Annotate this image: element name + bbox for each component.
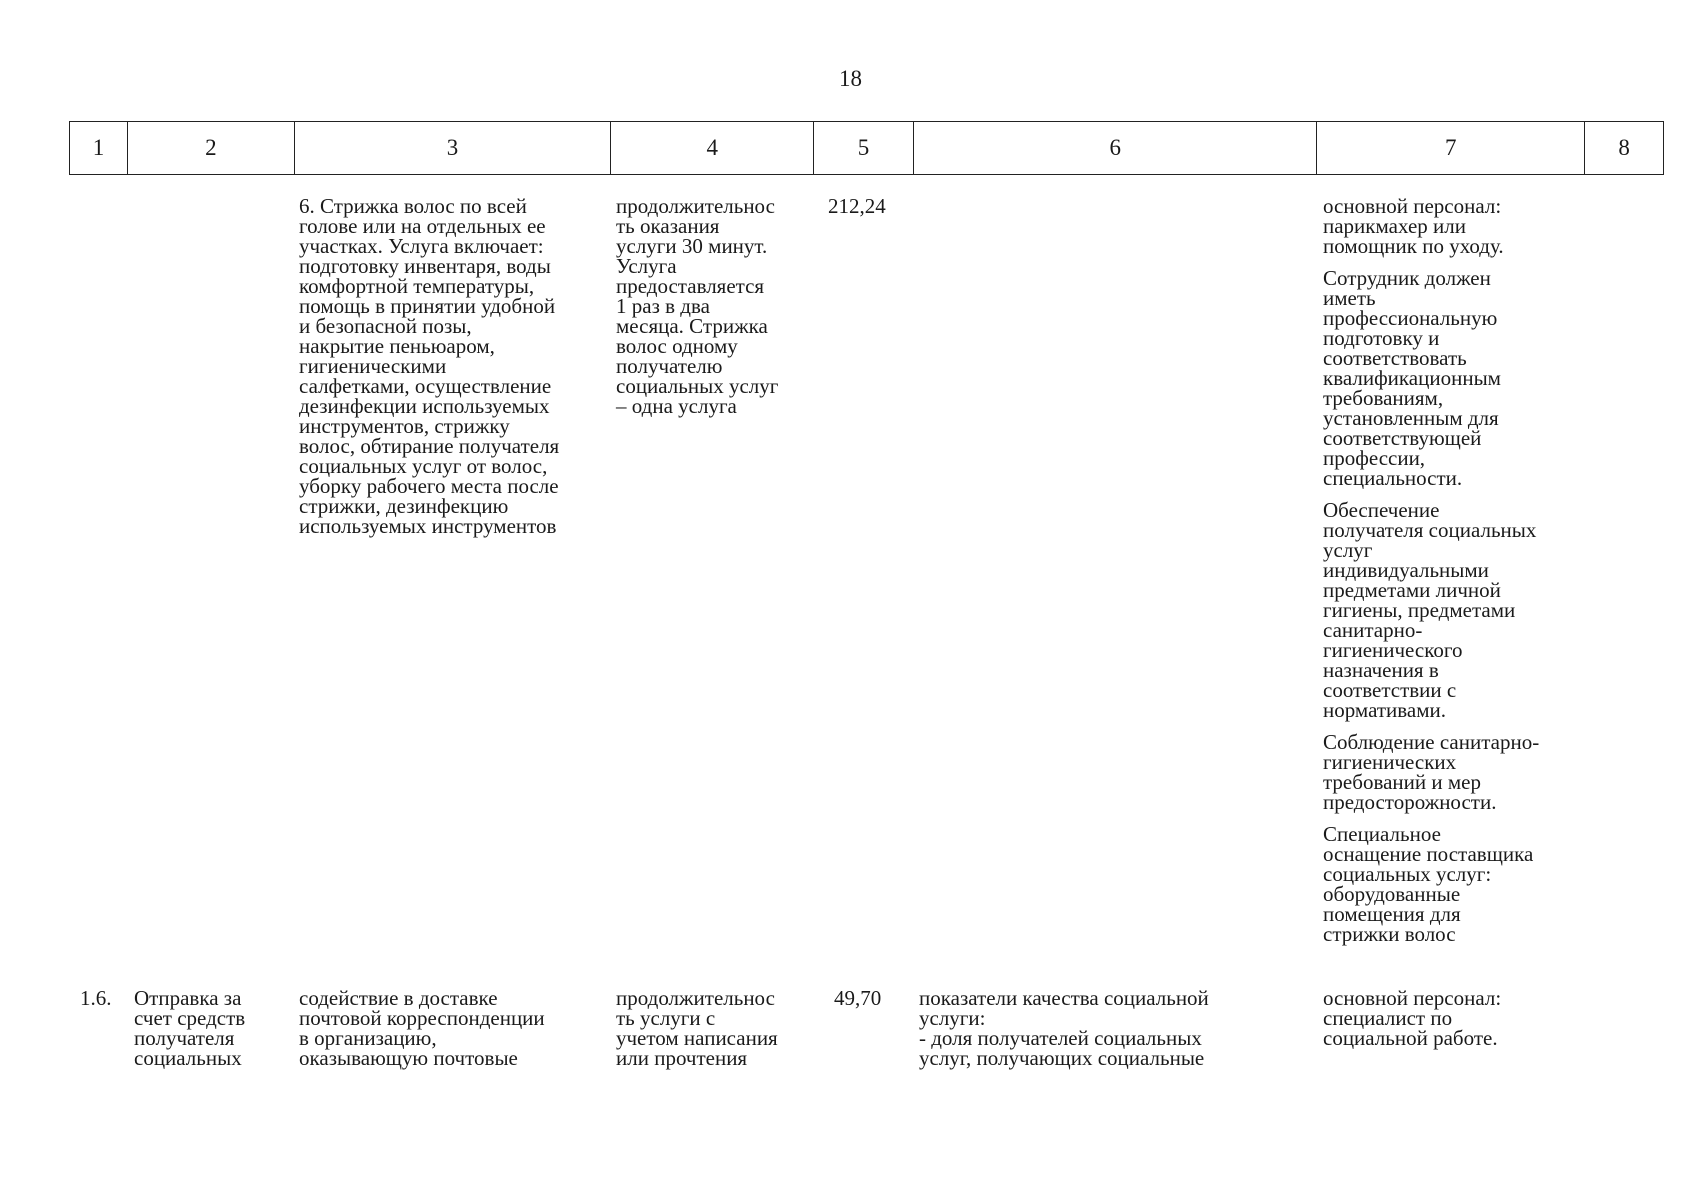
row1-col5-price: 212,24	[828, 194, 886, 218]
row2-col5-price: 49,70	[834, 986, 882, 1010]
header-col-5: 5	[814, 122, 914, 174]
row1-col7-para-5: Специальное оснащение поставщика социальных услуг: оборудованные помещения для стрижки волос	[1323, 822, 1534, 946]
header-col-1: 1	[70, 122, 128, 174]
row2-col7-requirements: основной персонал: специалист по социальной работе.	[1323, 986, 1502, 1050]
row2-col6-quality: показатели качества социальной услуги: - доля получателей социальных услуг, получающих социальные	[919, 986, 1209, 1070]
row2-col4-duration: продолжительнос ть услуги с учетом написания или прочтения	[616, 986, 778, 1070]
row1-col7-requirements	[1323, 196, 1593, 956]
header-col-6: 6	[914, 122, 1318, 174]
header-col-8: 8	[1618, 135, 1630, 160]
table-header-row	[69, 121, 1664, 175]
row1-col7-para-3: Обеспечение получателя социальных услуг индивидуальными предметами личной гигиены, предметами санитарно- гигиенического назначения в соответствии с нормативами.	[1323, 498, 1537, 722]
header-col-3: 3	[295, 122, 612, 174]
header-col-2: 2	[128, 122, 295, 174]
header-col-7: 7	[1317, 122, 1585, 174]
header-col-4: 4	[611, 122, 814, 174]
row1-col3-description: 6. Стрижка волос по всей голове или на отдельных ее участках. Услуга включает: подготовку инвентаря, воды комфортной температуры, помощь в принятии удобной и безопасной позы, накрытие пеньюаром, гигиеническими салфетками, осуществление дезинфекции используемых инструментов, стрижку волос, обтирание получателя социальных услуг от волос, уборку рабочего места после стрижки, дезинфекцию используемых инструментов	[299, 194, 560, 538]
row1-col7-para-4: Соблюдение санитарно- гигиенических требований и мер предосторожности.	[1323, 730, 1540, 814]
row2-col3-description: содействие в доставке почтовой корреспонденции в организацию, оказывающую почтовые	[299, 986, 545, 1070]
row1-col7-para-1: основной персонал: парикмахер или помощник по уходу.	[1323, 194, 1504, 258]
row1-col4-duration: продолжительнос ть оказания услуги 30 минут. Услуга предоставляется 1 раз в два месяца. Стрижка волос одному получателю социальных услуг – одна услуга	[616, 194, 779, 418]
row1-col7-para-2: Сотрудник должен иметь профессиональную подготовку и соответствовать квалификационным требованиям, установленным для соответствующей профессии, специальности.	[1323, 266, 1501, 490]
row2-col2-name: Отправка за счет средств получателя социальных	[134, 986, 246, 1070]
row2-col1-number: 1.6.	[80, 986, 112, 1010]
page-number: 18	[839, 66, 862, 91]
